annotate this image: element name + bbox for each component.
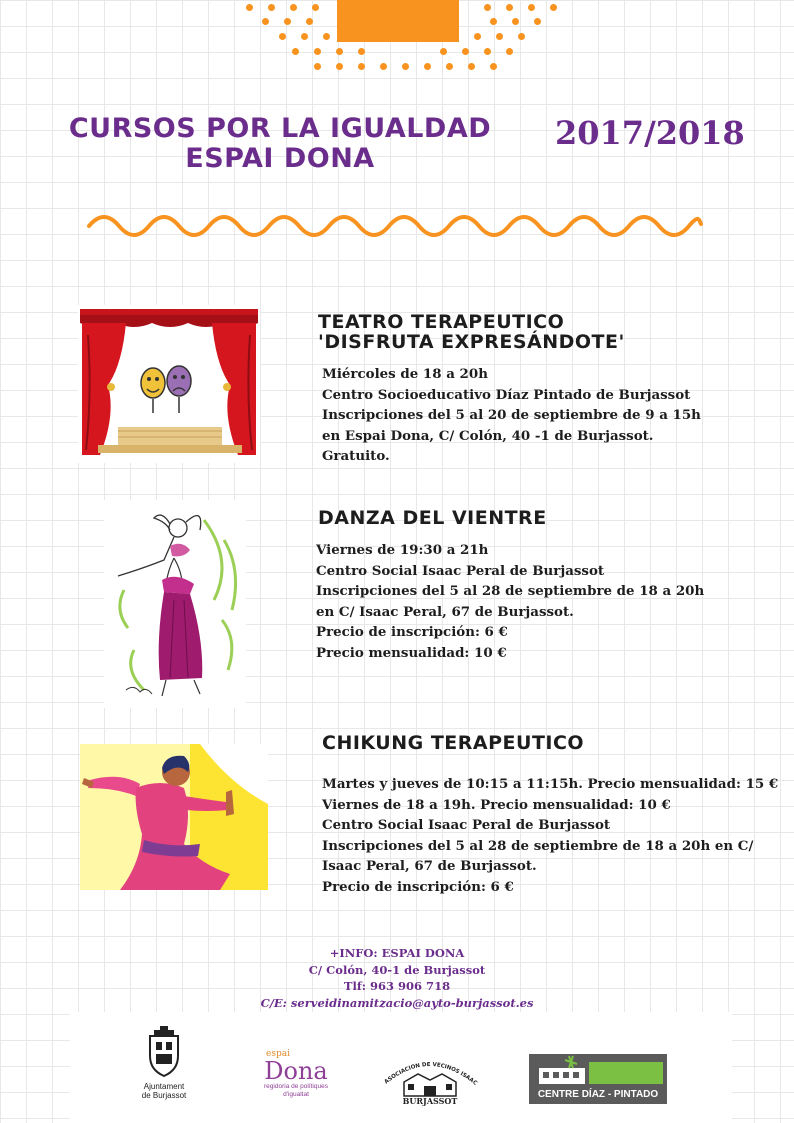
building-icon <box>529 1054 667 1088</box>
decorative-dot <box>284 18 291 25</box>
decorative-dot <box>424 63 431 70</box>
decorative-dot <box>306 18 313 25</box>
decorative-dot <box>468 63 475 70</box>
course-3-detail: Precio de inscripción: 6 € <box>322 878 514 895</box>
vecinos-bottom-text: BURJASSOT <box>402 1096 458 1106</box>
decorative-dot <box>358 63 365 70</box>
ajuntament-label-1: Ajuntament <box>143 1082 185 1091</box>
decorative-dot <box>506 48 513 55</box>
course-3-title-line-1: CHIKUNG TERAPEUTICO <box>322 732 585 754</box>
decorative-dot <box>279 33 286 40</box>
coat-of-arms-icon <box>132 1026 196 1078</box>
decorative-dot <box>312 4 319 11</box>
decorative-dot <box>490 18 497 25</box>
course-2-details <box>316 540 704 663</box>
decorative-dot <box>496 33 503 40</box>
decorative-dot <box>246 4 253 11</box>
course-3-detail: Inscripciones del 5 al 28 de septiembre de 18 a 20h en C/ <box>322 837 754 854</box>
decorative-dot <box>512 18 519 25</box>
decorative-dot <box>402 63 409 70</box>
decorative-dot <box>268 4 275 11</box>
course-1-detail: Inscripciones del 5 al 20 de septiembre de 9 a 15h <box>322 407 701 423</box>
decorative-dot <box>314 63 321 70</box>
decorative-dot <box>528 4 535 11</box>
theatre-stage-illustration <box>78 305 260 463</box>
top-orange-block <box>337 0 459 42</box>
contact-info <box>200 945 594 1011</box>
espai-dona-sub-2: d'igualtat <box>283 1091 309 1098</box>
espai-dona-top: espai <box>266 1049 290 1059</box>
course-1-title-line-1: TEATRO TERAPEUTICO <box>318 311 565 333</box>
decorative-dot <box>262 18 269 25</box>
course-3-details <box>322 774 778 897</box>
espai-dona-logo <box>256 1050 336 1099</box>
title-line-1: CURSOS POR LA IGUALDAD <box>68 113 492 144</box>
info-heading: +INFO: ESPAI DONA <box>329 946 465 960</box>
vecinos-arc-text: ASOCIACION DE VECINOS ISAAC <box>383 1061 478 1087</box>
course-1-detail: Gratuito. <box>322 448 390 464</box>
decorative-dot <box>506 4 513 11</box>
decorative-dot <box>446 63 453 70</box>
course-3-detail: Isaac Peral, 67 de Burjassot. <box>322 858 537 874</box>
decorative-dot <box>292 48 299 55</box>
decorative-dot <box>301 33 308 40</box>
course-2-detail: Viernes de 19:30 a 21h <box>316 542 489 558</box>
course-1-detail: Miércoles de 18 a 20h <box>322 366 488 382</box>
course-2-title <box>318 508 547 528</box>
info-phone: Tlf: 963 906 718 <box>343 979 451 993</box>
decorative-dot <box>518 33 525 40</box>
course-2-detail: Inscripciones del 5 al 28 de septiembre de 18 a 20h <box>316 583 705 599</box>
course-2-detail: Precio de inscripción: 6 € <box>316 624 508 640</box>
course-3-title <box>322 733 584 753</box>
school-year: 2017/2018 <box>555 114 745 152</box>
decorative-dot <box>484 48 491 55</box>
course-3-detail: Martes y jueves de 10:15 a 11:15h. Precio mensualidad: 15 € <box>322 776 779 792</box>
decorative-dot <box>534 18 541 25</box>
info-email[interactable]: C/E: serveidinamitzacio@ayto-burjassot.es <box>260 995 534 1010</box>
decorative-dot <box>490 63 497 70</box>
decorative-dot <box>474 33 481 40</box>
decorative-dot <box>323 33 330 40</box>
course-3-detail: Centro Social Isaac Peral de Burjassot <box>322 817 611 833</box>
course-3-detail: Viernes de 18 a 19h. Precio mensualidad: 10 € <box>322 796 671 813</box>
asociacion-vecinos-logo <box>378 1054 482 1110</box>
chikung-illustration <box>80 744 268 890</box>
ajuntament-logo <box>132 1026 196 1100</box>
decorative-dot <box>290 4 297 11</box>
course-1-detail: Centro Socioeducativo Díaz Pintado de Burjassot <box>322 386 691 403</box>
wave-divider <box>85 208 705 242</box>
decorative-dot <box>484 4 491 11</box>
decorative-dot <box>550 4 557 11</box>
course-2-detail: Precio mensualidad: 10 € <box>316 644 507 661</box>
decorative-dot <box>314 48 321 55</box>
decorative-dot <box>336 63 343 70</box>
course-2-title-line-1: DANZA DEL VIENTRE <box>318 507 547 529</box>
decorative-dot <box>462 48 469 55</box>
centre-diaz-pintado-logo <box>529 1054 667 1104</box>
decorative-dot <box>440 48 447 55</box>
ajuntament-label-2: de Burjassot <box>141 1091 187 1100</box>
course-2-detail: Centro Social Isaac Peral de Burjassot <box>316 562 605 579</box>
espai-dona-main: Dona <box>264 1057 328 1085</box>
course-1-title-line-2: 'DISFRUTA EXPRESÁNDOTE' <box>318 331 625 353</box>
decorative-dot <box>358 48 365 55</box>
course-1-details <box>322 364 701 467</box>
centre-label: CENTRE DÍAZ - PINTADO <box>537 1089 659 1100</box>
info-address: C/ Colón, 40-1 de Burjassot <box>308 962 486 977</box>
decorative-dot <box>336 48 343 55</box>
course-2-detail: en C/ Isaac Peral, 67 de Burjassot. <box>316 603 574 620</box>
decorative-dot <box>380 63 387 70</box>
belly-dancer-illustration <box>104 500 246 708</box>
title-line-2: ESPAI DONA <box>185 143 375 174</box>
course-1-detail: en Espai Dona, C/ Colón, 40 -1 de Burjassot. <box>322 427 654 444</box>
page-title <box>50 114 510 174</box>
espai-dona-sub-1: regidoria de polítiques <box>264 1083 328 1090</box>
course-1-title <box>318 312 625 352</box>
